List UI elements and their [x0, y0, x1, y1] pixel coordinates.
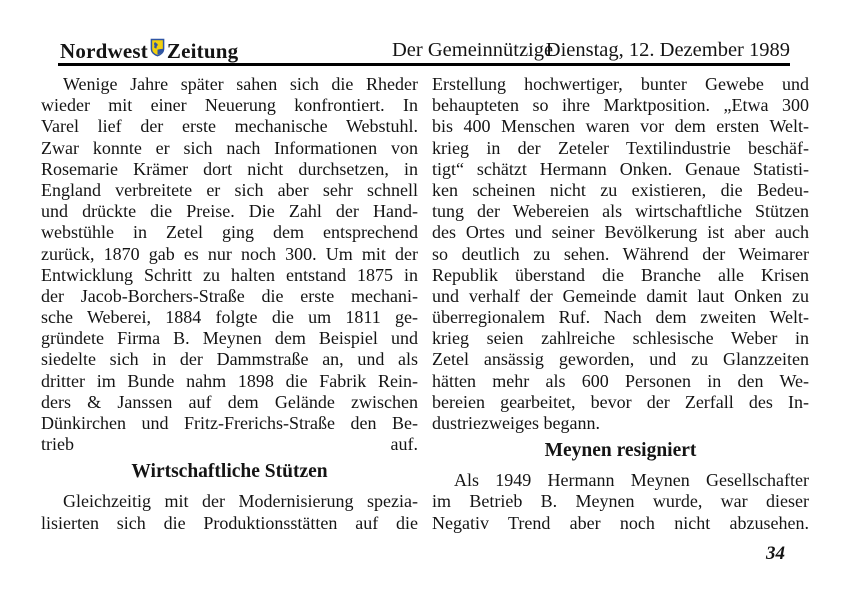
text-line: dustriezweiges begann.	[432, 413, 600, 433]
text-line: zurück, 1870 gab es nur noch 300. Um mit der	[41, 243, 418, 264]
text-line: England verbreitete er sich aber sehr schnell	[41, 179, 418, 200]
text-line: Republik überstand die Branche alle Krisen	[432, 264, 809, 285]
paragraph	[432, 74, 809, 434]
text-line: hätten mehr als 600 Personen in den We-	[432, 370, 809, 391]
text-line: webstühle in Zetel ging dem entsprechend	[41, 222, 418, 243]
text-line: Wenige Jahre später sahen sich die Rheder	[63, 74, 418, 94]
text-line: Negativ Trend aber noch nicht abzusehen.	[432, 512, 809, 533]
text-line: Zwar konnte er sich nach Informationen von	[41, 137, 418, 158]
text-line: überregionalem Ruf. Nach dem zweiten Welt-	[432, 307, 809, 328]
text-line: krieg seien zahlreiche schlesische Weber in	[432, 328, 809, 349]
section-title: Der Gemeinnützige	[392, 39, 554, 61]
text-line: bis 400 Menschen waren vor dem ersten Welt-	[432, 116, 809, 137]
text-line: sche Weberei, 1884 folgte die um 1811 ge-	[41, 307, 418, 328]
text-line: ken scheinen nicht zu existieren, die Bedeu-	[432, 179, 809, 200]
page-header	[58, 38, 790, 62]
text-line: dritter im Bunde nahm 1898 die Fabrik Rein-	[41, 370, 418, 391]
text-line: behaupteten so ihre Marktposition. „Etwa 300	[432, 95, 809, 116]
article-heading: Meynen resigniert	[544, 440, 697, 462]
text-line: Zetel ansässig geworden, und zu Glanzzeiten	[432, 349, 809, 370]
column-left	[41, 74, 418, 534]
text-line: siedelte sich in der Dammstraße an, und als	[41, 349, 418, 370]
text-line: bereien gearbeitet, bevor der Zerfall des In-	[432, 391, 809, 412]
article-heading: Wirtschaftliche Stützen	[131, 461, 328, 483]
issue-date: Dienstag, 12. Dezember 1989	[545, 39, 790, 61]
text-line: trieb auf.	[41, 434, 418, 455]
brand-name-left: Nordwest	[60, 39, 148, 63]
text-line: ders & Janssen auf dem Gelände zwischen	[41, 391, 418, 412]
page-number: 34	[766, 543, 785, 564]
text-line: wieder mit einer Neuerung konfrontiert. In	[41, 95, 418, 116]
paragraph	[41, 74, 418, 455]
coat-of-arms-icon	[150, 38, 165, 62]
paragraph	[432, 470, 809, 534]
text-line: Varel lief der erste mechanische Webstuhl.	[41, 116, 418, 137]
paragraph	[41, 491, 418, 533]
text-line: lisierten sich die Produktionsstätten auf die	[41, 512, 418, 533]
header-rule	[58, 63, 790, 66]
text-line: Gleichzeitig mit der Modernisierung spezia-	[63, 491, 418, 512]
text-line: Als 1949 Hermann Meynen Gesellschafter	[454, 470, 809, 491]
text-line: des Ortes und seiner Bevölkerung ist aber auch	[432, 222, 809, 243]
text-line: im Betrieb B. Meynen wurde, war dieser	[432, 491, 809, 512]
article-columns	[41, 74, 809, 534]
text-line: gründete Firma B. Meynen dem Beispiel und	[41, 328, 418, 349]
text-line: tigt“ schätzt Hermann Onken. Genaue Statisti-	[432, 158, 809, 179]
text-line: und drückte die Preise. Die Zahl der Hand-	[41, 201, 418, 222]
text-line: tung der Webereien als wirtschaftliche Stützen	[432, 201, 809, 222]
text-line: Dünkirchen und Fritz-Frerichs-Straße den Be-	[41, 413, 418, 433]
text-line: Erstellung hochwertiger, bunter Gewebe und	[432, 74, 809, 94]
text-line: krieg in der Zeteler Textilindustrie beschäf-	[432, 137, 809, 158]
text-line: Entwicklung Schritt zu halten entstand 1875 in	[41, 264, 418, 285]
text-line: und verhalf der Gemeinde damit laut Onken zu	[432, 285, 809, 306]
text-line: Rosemarie Krämer dort nicht durchsetzen, in	[41, 158, 418, 179]
text-line: der Jacob-Borchers-Straße die erste mechani-	[41, 285, 418, 306]
newspaper-brand	[60, 38, 238, 64]
brand-name-right: Zeitung	[166, 39, 239, 63]
text-line: so deutlich zu sehen. Während der Weimarer	[432, 243, 809, 264]
column-right	[432, 74, 809, 534]
